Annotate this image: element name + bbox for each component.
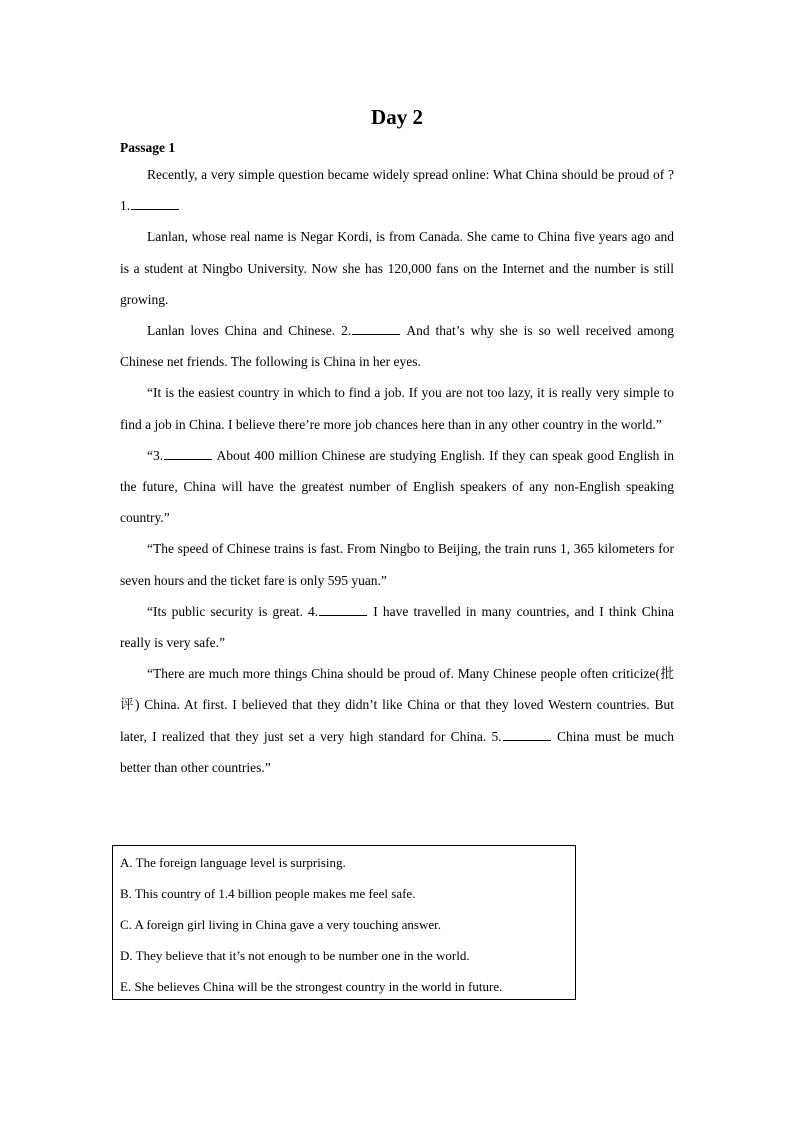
answer-blank-4 (319, 604, 367, 616)
paragraph-text: “It is the easiest country in which to find a job. If you are not too lazy, it is really very simple to find a job in China. I believe there’re more job chances here than in any other country in the world.” (120, 385, 674, 432)
paragraph-4 (120, 377, 674, 439)
option-d: D. They believe that it’s not enough to be number one in the world. (120, 948, 470, 963)
paragraph-text: “Its public security is great. 4. (147, 603, 319, 619)
paragraph-text: About 400 million Chinese are studying English. If they can speak good English in the future, China will have the greatest number of English speakers of any non-English speaking country.” (120, 447, 674, 526)
answer-blank-5 (503, 729, 551, 741)
paragraph-text: Lanlan loves China and Chinese. 2. (147, 323, 352, 339)
paragraph-text: China must be much better than other countries.” (120, 728, 674, 775)
paragraph-text: Lanlan, whose real name is Negar Kordi, is from Canada. She came to China five years ago and is a student at Ningbo University. Now she has 120,000 fans on the Internet and the number is still growing. (120, 229, 674, 307)
paragraph-text: “The speed of Chinese trains is fast. From Ningbo to Beijing, the train runs 1, 365 kilometers for seven hours and the ticket fare is only 595 yuan.” (120, 541, 674, 588)
page-title: Day 2 (371, 105, 423, 129)
paragraph-2 (120, 221, 674, 315)
options-box (112, 845, 576, 1000)
option-b: B. This country of 1.4 billion people makes me feel safe. (120, 886, 416, 901)
option-e: E. She believes China will be the strongest country in the world in future. (120, 979, 503, 994)
paragraph-text: “3. (147, 447, 164, 463)
paragraph-text: I have travelled in many countries, and I think China really is very safe.” (120, 603, 674, 651)
paragraph-text: “There are much more things China should be proud of. Many Chinese people often criticize(批评) China. At first. I believed that they didn’t like China or that they loved Western countries. But later, I realized that they just set a very high standard for China. 5. (120, 666, 674, 744)
passage-body (120, 159, 674, 783)
paragraph-3 (120, 315, 674, 377)
answer-blank-1 (131, 198, 179, 210)
paragraph-7 (120, 596, 674, 658)
passage-label: Passage 1 (120, 140, 176, 155)
paragraph-1 (120, 159, 674, 221)
paragraph-text: Recently, a very simple question became widely spread online: What China should be proud of ? 1. (120, 167, 674, 214)
paragraph-text: And that’s why she is so well received among Chinese net friends. The following is China in her eyes. (120, 323, 674, 370)
answer-blank-3 (164, 448, 212, 460)
paragraph-6 (120, 533, 674, 595)
paragraph-8 (120, 658, 674, 783)
option-a: A. The foreign language level is surprising. (120, 855, 346, 870)
option-c: C. A foreign girl living in China gave a very touching answer. (120, 917, 441, 932)
answer-blank-2 (352, 323, 400, 335)
paragraph-5 (120, 440, 674, 534)
